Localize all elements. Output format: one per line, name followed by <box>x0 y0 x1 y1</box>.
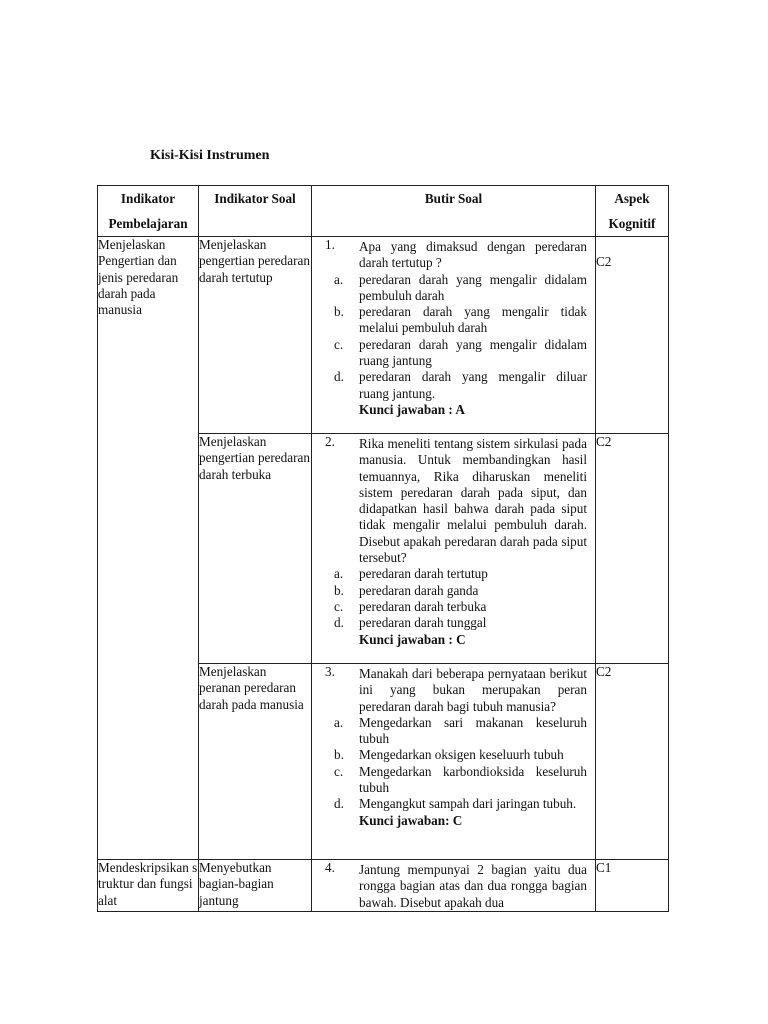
option-text: peredaran darah tunggal <box>359 615 487 631</box>
indikator-soal-cell: Menjelaskan pengertian peredaran darah terbuka <box>199 434 312 664</box>
option-item <box>334 715 587 748</box>
question-number: 2. <box>325 434 335 449</box>
option-letter: d. <box>334 615 344 631</box>
question-text: Rika meneliti tentang sistem sirkulasi pada manusia. Untuk membandingkan hasil temuannya, Rika diharuskan meneliti sistem peredaran darah pada siput, dan didapatkan hasil bahwa darah pada siput tidak mengalir melalui pembuluh darah. Disebut apakah peredaran darah pada siput tersebut? <box>359 436 587 566</box>
option-text: peredaran darah yang mengalir didalam ruang jantung <box>359 336 587 369</box>
header-indikator-pembelajaran <box>98 186 199 237</box>
option-item <box>334 304 587 337</box>
option-letter: b. <box>334 582 344 598</box>
header-text: Kognitif <box>608 216 656 231</box>
option-item <box>334 272 587 305</box>
option-letter: b. <box>334 304 344 320</box>
option-item <box>334 566 587 582</box>
question-number: 3. <box>325 664 335 679</box>
answer-key: Kunci jawaban: C <box>359 812 463 828</box>
indikator-soal-cell: Menjelaskan peranan peredaran darah pada manusia <box>199 664 312 860</box>
option-item <box>334 599 587 615</box>
table-row <box>98 237 669 434</box>
header-text: Butir Soal <box>424 191 483 206</box>
option-item <box>334 615 587 631</box>
table-header-row <box>98 186 669 237</box>
question-text: Jantung mempunyai 2 bagian yaitu dua rongga bagian atas dan dua rongga bagian bawah. Disebut apakah dua <box>359 862 587 910</box>
option-letter: a. <box>334 714 344 730</box>
option-item <box>334 369 587 402</box>
option-letter: c. <box>334 763 344 779</box>
indikator-pembelajaran-cell: Menjelaskan Pengertian dan jenis peredaran darah pada manusia <box>98 237 199 860</box>
option-letter: b. <box>334 747 344 763</box>
option-text: peredaran darah ganda <box>359 582 479 598</box>
aspek-kognitif-cell: C2 <box>596 664 669 860</box>
table-row <box>98 860 669 912</box>
option-text: Mengedarkan sari makanan keseluruh tubuh <box>359 714 587 747</box>
header-text: Indikator <box>120 191 176 206</box>
header-aspek-kognitif <box>596 186 669 237</box>
question-number: 4. <box>325 860 335 875</box>
option-item <box>334 747 587 763</box>
option-text: Mengangkut sampah dari jaringan tubuh. <box>359 796 577 812</box>
option-item <box>334 337 587 370</box>
option-text: peredaran darah terbuka <box>359 598 487 614</box>
option-text: peredaran darah yang mengalir didalam pembuluh darah <box>359 271 587 303</box>
option-text: peredaran darah yang mengalir tidak melalui pembuluh darah <box>359 304 587 336</box>
answer-key: Kunci jawaban : A <box>359 401 465 417</box>
aspek-kognitif-cell: C2 <box>596 434 669 664</box>
header-text: Pembelajaran <box>108 216 188 231</box>
question-text: Apa yang dimaksud dengan peredaran darah tertutup ? <box>359 239 587 271</box>
indikator-soal-cell: Menjelaskan pengertian peredaran darah tertutup <box>199 237 312 434</box>
aspek-kognitif-cell: C2 <box>596 237 669 434</box>
indikator-pembelajaran-cell: Mendeskripsikan struktur dan fungsi alat <box>98 860 199 912</box>
question-number: 1. <box>325 237 335 252</box>
question-text: Manakah dari beberapa pernyataan berikut ini yang bukan merupakan peran peredaran darah bagi tubuh manusia? <box>359 666 587 714</box>
header-text: Aspek <box>614 191 650 206</box>
option-text: peredaran darah yang mengalir diluar ruang jantung. <box>359 369 587 401</box>
answer-key: Kunci jawaban : C <box>359 631 466 647</box>
option-text: peredaran darah tertutup <box>359 566 488 582</box>
option-item <box>334 764 587 797</box>
document-title: Kisi-Kisi Instrumen <box>150 148 270 163</box>
option-letter: c. <box>334 336 344 352</box>
indikator-soal-cell: Menyebutkan bagian-bagian jantung <box>199 860 312 912</box>
aspek-kognitif-cell: C1 <box>596 860 669 912</box>
option-text: Mengedarkan oksigen keseluurh tubuh <box>359 747 564 763</box>
option-letter: a. <box>334 271 344 287</box>
butir-soal-cell <box>312 237 596 434</box>
butir-soal-cell <box>312 664 596 860</box>
header-butir-soal <box>312 186 596 237</box>
header-indikator-soal <box>199 186 312 237</box>
header-text: Indikator Soal <box>214 191 296 206</box>
option-item <box>334 583 587 599</box>
option-letter: c. <box>334 598 344 614</box>
kisi-kisi-table <box>97 185 669 912</box>
option-letter: a. <box>334 566 344 582</box>
option-text: Mengedarkan karbondioksida keseluruh tubuh <box>359 763 587 796</box>
option-letter: d. <box>334 369 344 385</box>
option-item <box>334 796 587 812</box>
option-letter: d. <box>334 796 344 812</box>
butir-soal-cell <box>312 860 596 912</box>
butir-soal-cell <box>312 434 596 664</box>
